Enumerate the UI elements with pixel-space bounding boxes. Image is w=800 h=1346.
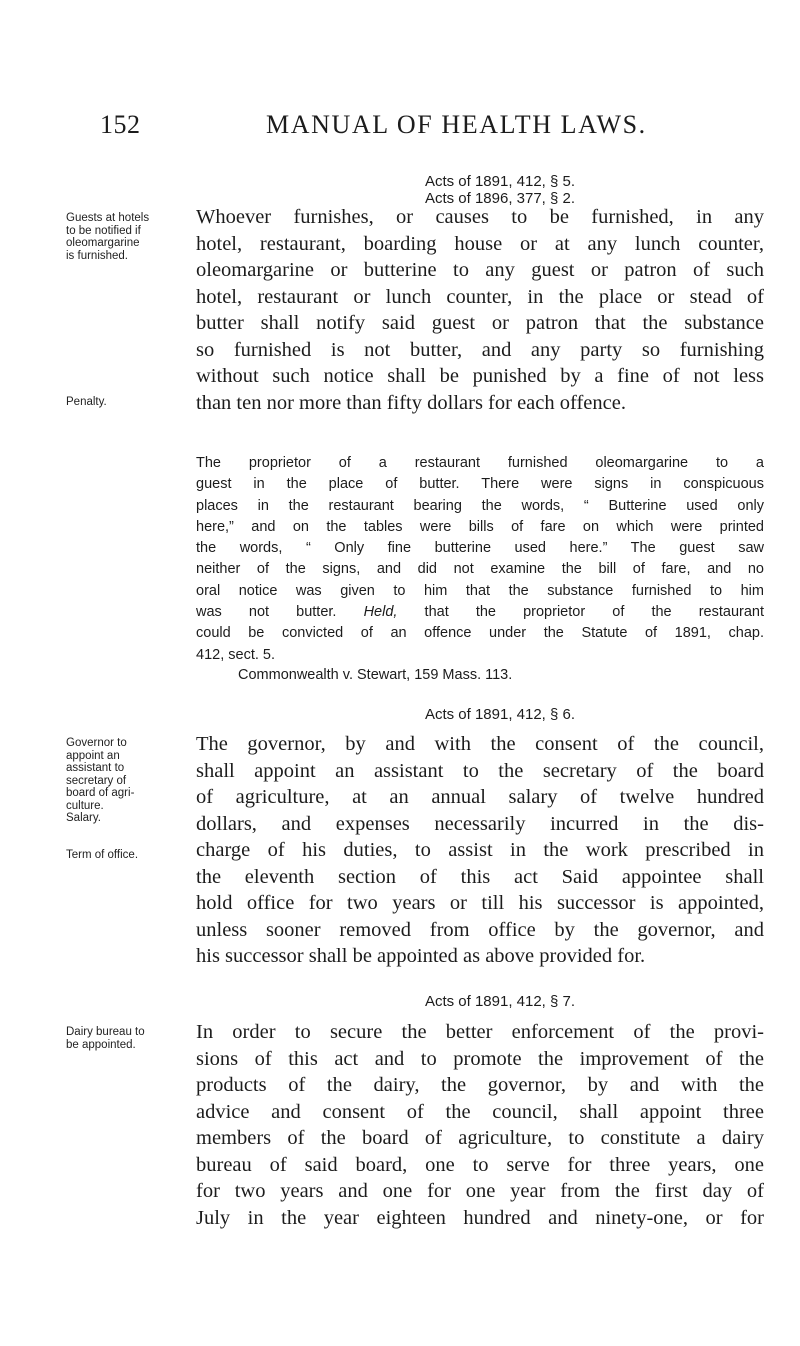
margin-note-term-of-office: Term of office. [66,849,139,861]
statute-line: sions of this act and to promote the improvement of the [196,1047,764,1070]
acts-citation-section-5 [280,173,720,207]
statute-line: dollars, and expenses necessarily incurred in the dis- [196,812,764,835]
case-note [196,453,764,666]
statute-line: hotel, restaurant, boarding house or at any lunch counter, [196,232,764,255]
held-word: Held, [363,604,398,621]
statute-line: Whoever furnishes, or causes to be furnished, in any [196,206,764,228]
margin-note-dairy-bureau: Dairy bureau to be appointed. [66,1026,145,1051]
statute-line: charge of his duties, to assist in the work prescribed in [196,839,764,861]
note-line-held: was not butter. Held, that the proprietor of the restaurant [196,604,765,621]
acts-line: Acts of 1891, 412, § 7. [424,993,576,1010]
statute-line: of agriculture, at an annual salary of twelve hundred [196,786,764,808]
statute-section-7 [196,1019,764,1231]
acts-line: Acts of 1891, 412, § 6. [424,706,576,723]
statute-line: hold office for two years or till his successor is appointed, [196,892,764,914]
statute-line: advice and consent of the council, shall appoint three [196,1100,764,1123]
statute-line: butter shall notify said guest or patron that the substance [196,312,764,334]
statute-line: products of the dairy, the governor, by and with the [196,1074,764,1096]
statute-line: so furnished is not butter, and any party so furnishing [196,338,764,361]
note-line: places in the restaurant bearing the words, “ Butterine used only [196,497,764,514]
statute-line: July in the year eighteen hundred and ninety-one, or for [196,1206,764,1229]
statute-line: hotel, restaurant or lunch counter, in the place or stead of [196,285,764,308]
note-line: 412, sect. 5. [196,646,275,663]
note-line: could be convicted of an offence under the Statute of 1891, chap. [196,625,764,642]
note-line: The proprietor of a restaurant furnished oleomargarine to a [196,455,764,471]
note-line: neither of the signs, and did not examine the bill of fare, and no [196,561,764,578]
statute-line: than ten nor more than fifty dollars for each offence. [196,391,626,414]
running-title: MANUAL OF HEALTH LAWS. [266,110,647,139]
acts-citation-section-7 [280,993,720,1010]
statute-line: the eleventh section of this act Said appointee shall [196,865,764,888]
margin-note-penalty: Penalty. [66,396,107,408]
statute-line: unless sooner removed from office by the governor, and [196,918,764,941]
note-line: here,” and on the tables were bills of fare on which were printed [196,518,764,535]
statute-section-5 [196,204,764,416]
note-line: guest in the place of butter. There were signs in conspicuous [196,476,764,493]
note-line: the words, “ Only fine butterine used here.” The guest saw [196,540,764,557]
acts-line: Acts of 1891, 412, § 5. [424,173,576,190]
statute-section-6 [196,731,764,970]
statute-line: In order to secure the better enforcement of the provi- [196,1021,764,1043]
page-number: 152 [100,110,141,139]
margin-note-governor-appoint: Governor to appoint an assistant to secretary of board of agri- culture. Salary. [66,737,135,824]
page-header [0,110,800,150]
acts-line: Acts of 1896, 377, § 2. [424,190,576,207]
case-citation: Commonwealth v. Stewart, 159 Mass. 113. [238,667,513,683]
statute-line: for two years and one for one year from the first day of [196,1180,764,1202]
note-line: oral notice was given to him that the substance furnished to him [196,582,764,599]
statute-line: members of the board of agriculture, to constitute a dairy [196,1127,764,1149]
statute-line: oleomargarine or butterine to any guest or patron of such [196,259,764,281]
acts-citation-section-6 [280,706,720,723]
statute-line: bureau of said board, one to serve for three years, one [196,1153,764,1176]
statute-line: shall appoint an assistant to the secretary of the board [196,759,764,782]
statute-line: his successor shall be appointed as above provided for. [196,945,646,967]
statute-line: The governor, by and with the consent of the council, [196,733,764,755]
statute-line: without such notice shall be punished by a fine of not less [196,365,764,387]
margin-note-guests-notified: Guests at hotels to be notified if oleomargarine is furnished. [66,212,150,262]
